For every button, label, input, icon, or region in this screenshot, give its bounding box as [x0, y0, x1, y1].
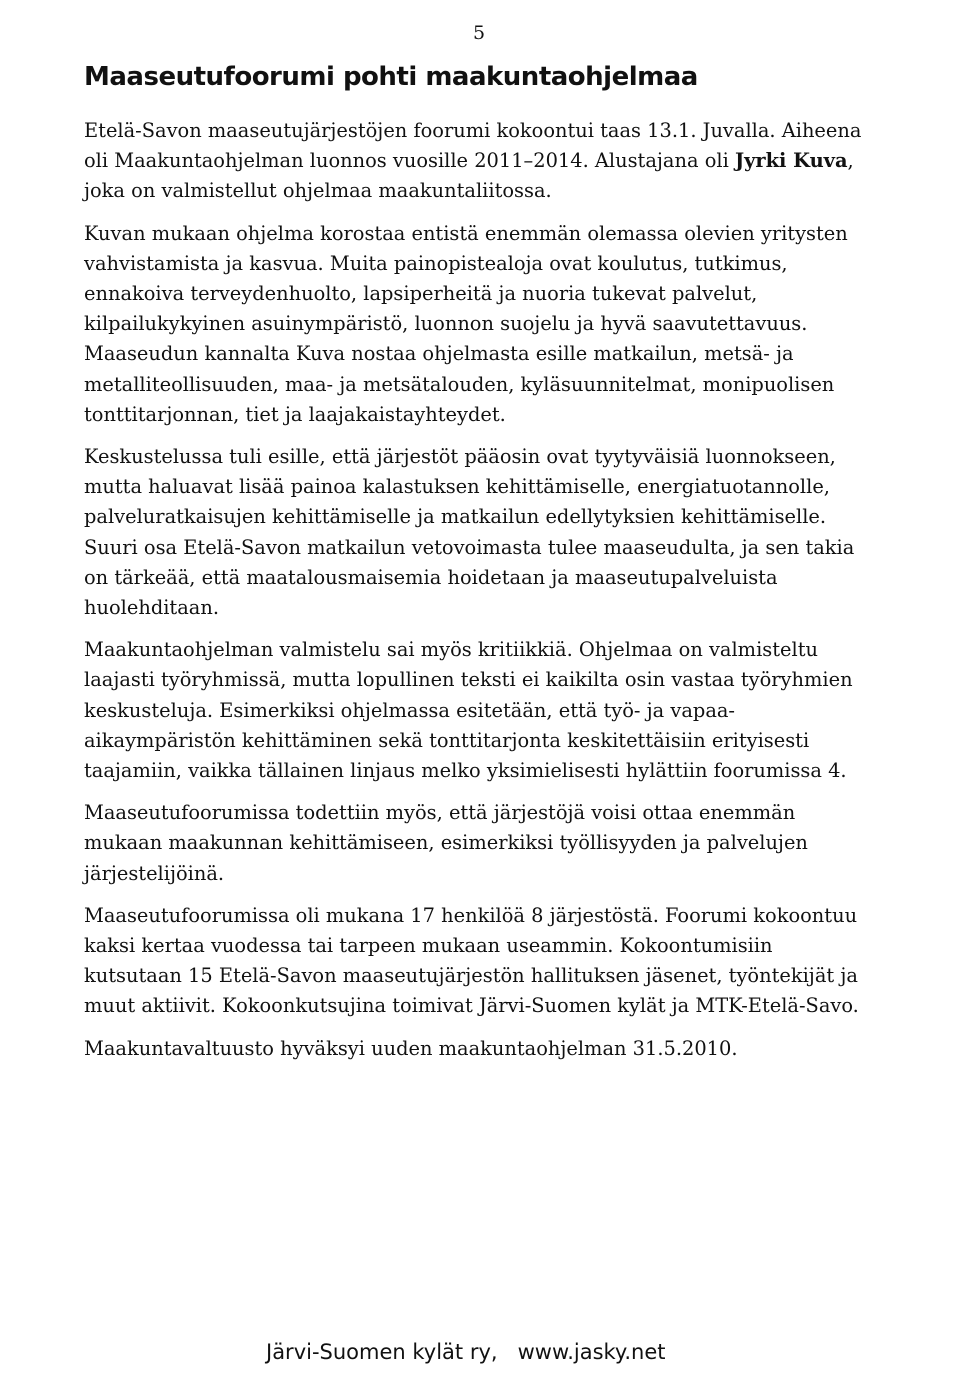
paragraph-intro-text-a: Etelä-Savon maaseutujärjestöjen foorumi kokoontui taas 13.1. Juvalla. Aiheena oli Maakuntaohjelman luonnos vuosille 2011–2014. Alustajana oli: [84, 119, 862, 173]
paragraph-organizations: Maaseutufoorumissa todettiin myös, että järjestöjä voisi ottaa enemmän mukaan maakunnan kehittämiseen, esimerkiksi työllisyyden ja palvelujen järjestelijöinä.: [84, 801, 808, 885]
paragraph-participants: Maaseutufoorumissa oli mukana 17 henkilöä 8 järjestöstä. Foorumi kokoontuu kaksi kertaa vuodessa tai tarpeen mukaan useammin. Kokoontumisiin kutsutaan 15 Etelä-Savon maaseutujärjestön hallituksen jäsenet, työntekijät ja muut aktiivit. Kokoonkutsujina toimivat Järvi-Suomen kylät ja MTK-Etelä-Savo.: [84, 903, 859, 1018]
page-footer: Järvi-Suomen kylät ry, www.jasky.net: [266, 1340, 666, 1364]
speaker-name: Jyrki Kuva: [734, 149, 848, 173]
page-number: 5: [473, 22, 486, 44]
paragraph-priorities: Kuvan mukaan ohjelma korostaa entistä enemmän olemassa olevien yritysten vahvistamista ja kasvua. Muita painopistealoja ovat koulutus, tutkimus, ennakoiva terveydenhuolto, lapsiperheitä ja nuoria tukevat palvelut, kilpailukykyinen asuinympäristö, luonnon suojelu ja hyvä saavutettavuus. Maaseudun kannalta Kuva nostaa ohjelmasta esille matkailun, metsä- ja metalliteollisuuden, maa- ja metsätalouden, kyläsuunnitelmat, monipuolisen tonttitarjonnan, tiet ja laajakaistayhteydet.: [84, 221, 848, 426]
paragraph-intro-text-b: , joka on valmistellut ohjelmaa maakuntaliitossa.: [84, 149, 854, 203]
article-title: Maaseutufoorumi pohti maakuntaohjelmaa: [84, 62, 698, 92]
paragraph-criticism: Maakuntaohjelman valmistelu sai myös kritiikkiä. Ohjelmaa on valmisteltu laajasti työryhmissä, mutta lopullinen teksti ei kaikilta osin vastaa työryhmien keskusteluja. Esimerkiksi ohjelmassa esitetään, että työ- ja vapaa-aikaympäristön kehittäminen sekä tonttitarjonta keskitettäisiin erityisesti taajamiin, vaikka tällainen linjaus melko yksimielisesti hylättiin foorumissa 4.: [84, 638, 853, 783]
paragraph-approval: Maakuntavaltuusto hyväksyi uuden maakuntaohjelman 31.5.2010.: [84, 1036, 738, 1060]
article-body: [84, 116, 874, 1076]
paragraph-discussion: Keskustelussa tuli esille, että järjestöt pääosin ovat tyytyväisiä luonnokseen, mutta haluavat lisää painoa kalastuksen kehittämiselle, energiatuotannolle, palveluratkaisujen kehittämiselle ja matkailun edellytyksien kehittämiselle. Suuri osa Etelä-Savon matkailun vetovoimasta tulee maaseudulta, ja sen takia on tärkeää, että maatalousmaisemia hoidetaan ja maaseutupalveluista huolehditaan.: [84, 445, 855, 620]
paragraph-intro: [84, 116, 874, 207]
